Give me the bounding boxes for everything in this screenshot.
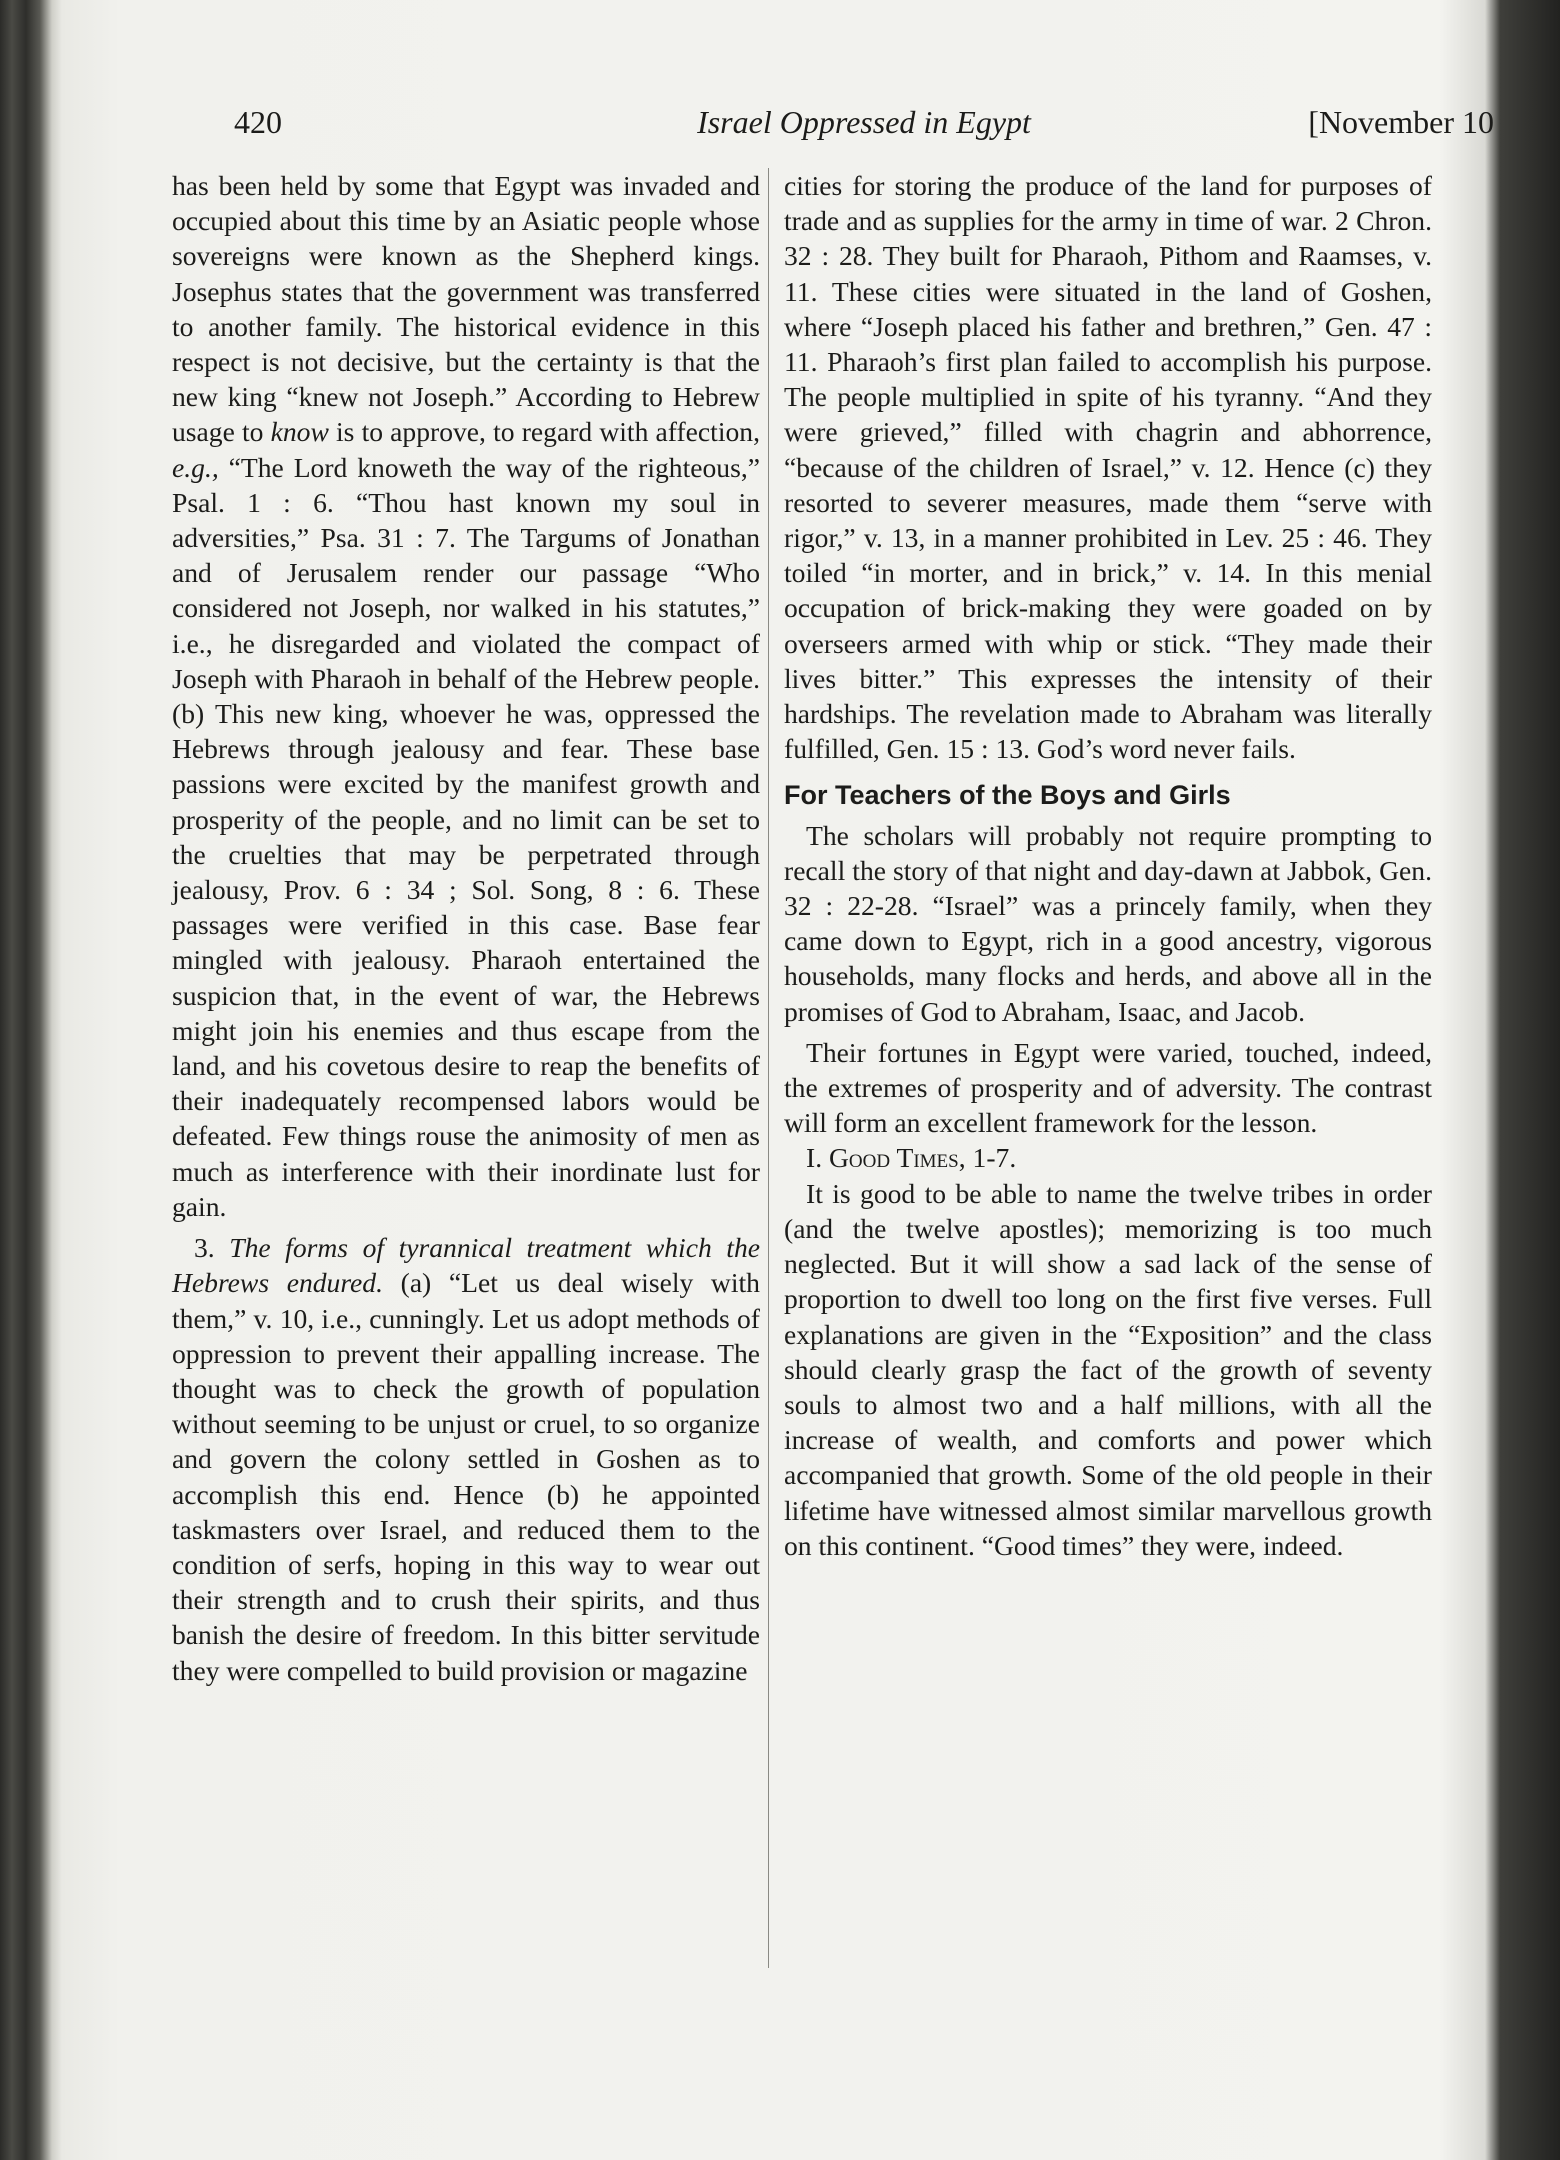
right-paragraph-2: The scholars will probably not require prompting to recall the story of that night and day-dawn at Jabbok, Gen. 32 : 22-28. “Israel” was a princely family, when they came down to Egypt, rich in a good ancestry, vigorous households, many flocks and herds, and above all in the promises of God to Abraham, Isaac, and Jacob.	[784, 819, 1432, 1027]
text-run: “The Lord knoweth the way of the righteous,” Psal. 1 : 6. “Thou hast known my soul in adversities,” Psa. 31 : 7. The Targums of Jonathan and of Jerusalem render our passage “Who considered not Joseph, nor walked in his statutes,” i.e., he disregarded and violated the compact of Joseph with Pharaoh in behalf of the Hebrew people. (b) This new king, whoever he was, oppressed the Hebrews through jealousy and fear. These base passions were excited by the manifest growth and prosperity of the people, and no limit can be set to the cruelties that may be perpetrated through jealousy, Prov. 6 : 34 ; Sol. Song, 8 : 6. These passages were verified in this case. Base fear mingled with jealousy. Pharaoh entertained the suspicion that, in the event of war, the Hebrews might join his enemies and thus escape from the land, and his covetous desire to reap the benefits of their inadequately recompensed labors would be defeated. Few things rouse the animosity of men as much as interference with their inordinate lust for gain.	[172, 451, 760, 1222]
page-header	[234, 104, 1494, 156]
verse-reference: 1-7.	[972, 1142, 1017, 1174]
text-run: (a) “Let us deal wisely with them,” v. 10, i.e., cunningly. Let us adopt methods of oppression to prevent their appalling increase. The thought was to check the growth of population without seeming to be unjust or cruel, to so organize and govern the colony settled in Goshen as to accomplish this end. Hence (b) he appointed taskmasters over Israel, and reduced them to the condition of serfs, hoping in this way to wear out their strength and to crush their spirits, and thus banish the desire of freedom. In this bitter servitude they were compelled to build provision or magazine	[172, 1267, 760, 1686]
page-number: 420	[234, 104, 282, 140]
column-divider	[768, 168, 769, 1968]
text-run: has been held by some that Egypt was invaded and occupied about this time by an Asiatic people whose sovereigns were known as the Shepherd kings. Josephus states that the government was transferred to another family. The historical evidence in this respect is not decisive, but the certainty is that the new king “knew not Joseph.” According to Hebrew usage to	[172, 170, 760, 448]
italic-word: know	[270, 416, 329, 448]
italic-abbrev: e.g.,	[172, 451, 219, 483]
right-paragraph-1: cities for storing the produce of the land for purposes of trade and as supplies for the army in time of war. 2 Chron. 32 : 28. They built for Pharaoh, Pithom and Raamses, v. 11. These cities were situated in the land of Goshen, where “Joseph placed his father and brethren,” Gen. 47 : 11. Pharaoh’s first plan failed to accomplish his purpose. The people multiplied in spite of his tyranny. “And they were grieved,” filled with chagrin and abhorrence, “because of the children of Israel,” v. 12. Hence (c) they resorted to severer measures, made them “serve with rigor,” v. 13, in a manner prohibited in Lev. 25 : 46. They toiled “in morter, and in brick,” v. 14. In this menial occupation of brick-making they were goaded on by overseers armed with whip or stick. “They made their lives bitter.” This expresses the intensity of their hardships. The revelation made to Abraham was literally fulfilled, Gen. 15 : 13. God’s word never fails.	[784, 170, 1432, 765]
header-date: [November 10	[1308, 104, 1494, 140]
left-column	[172, 168, 760, 1688]
left-paragraph-2	[172, 1230, 760, 1688]
right-paragraph-5: It is good to be able to name the twelve tribes in order (and the twelve apostles); memorizing is too much neglected. But it will show a sad lack of the sense of proportion to dwell too long on the first five verses. Full explanations are given in the “Exposition” and the class should clearly grasp the fact of the growth of seventy souls to almost two and a half millions, with all the increase of wealth, and comforts and power which accompanied that growth. Some of the old people in their lifetime have witnessed almost similar marvellous growth on this continent. “Good times” they were, indeed.	[784, 1177, 1432, 1561]
section-label-text: I. Good Times,	[806, 1142, 966, 1174]
subheading: For Teachers of the Boys and Girls	[784, 780, 1231, 811]
left-paragraph-1	[172, 168, 760, 1224]
section-number: 3.	[194, 1232, 215, 1264]
running-title: Israel Oppressed in Egypt	[697, 104, 1031, 140]
section-heading: The forms of tyrannical treatment which the Hebrews endured.	[172, 1232, 760, 1299]
right-paragraph-3: Their fortunes in Egypt were varied, touched, indeed, the extremes of prosperity and of adversity. The contrast will form an excellent framework for the lesson.	[784, 1036, 1432, 1139]
section-label	[784, 1140, 1432, 1175]
text-run: is to approve, to regard with affection,	[336, 416, 760, 448]
right-column	[784, 168, 1432, 1563]
